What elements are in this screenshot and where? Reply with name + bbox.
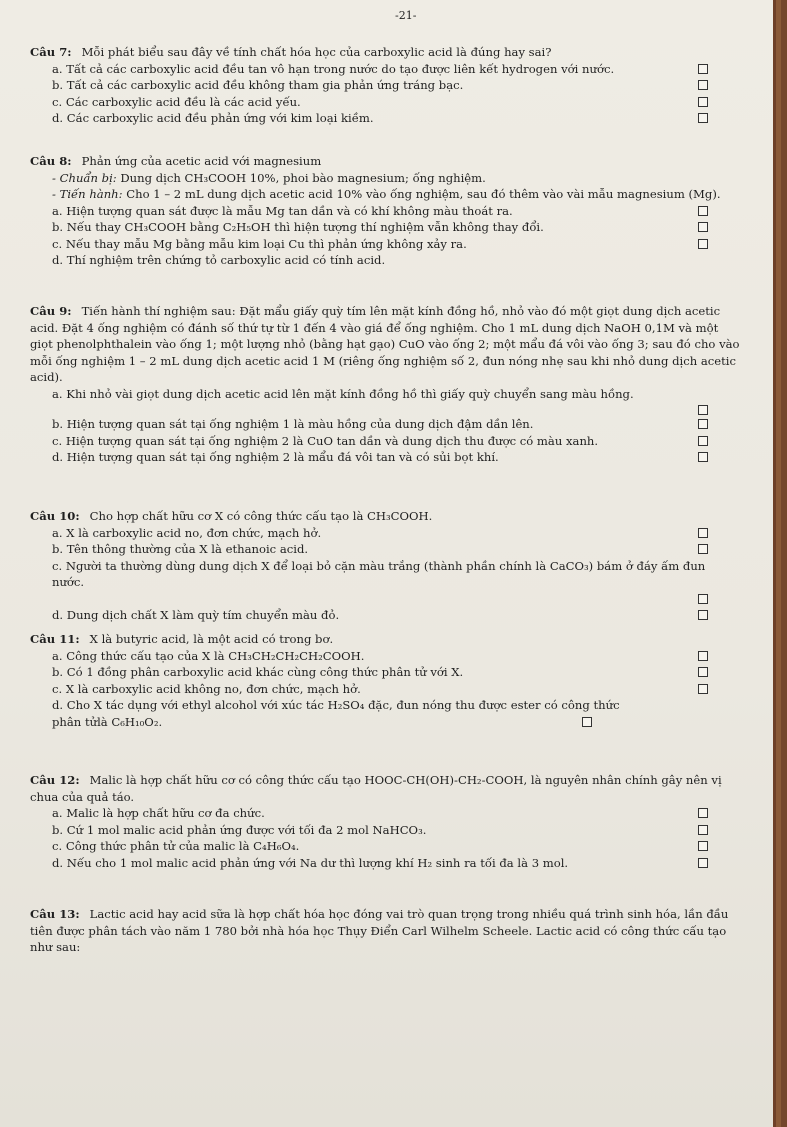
answer-checkbox[interactable]	[698, 858, 708, 868]
answer-checkbox[interactable]	[698, 808, 708, 818]
answer-checkbox[interactable]	[698, 64, 708, 74]
answer-checkbox[interactable]	[582, 717, 592, 727]
answer-checkbox[interactable]	[698, 684, 708, 694]
option: a. Tất cả các carboxylic acid đều tan vô hạn trong nước do tạo được liên kết hydrogen với nước.	[30, 61, 742, 78]
answer-checkbox[interactable]	[698, 436, 708, 446]
answer-checkbox[interactable]	[698, 651, 708, 661]
answer-checkbox[interactable]	[698, 610, 708, 620]
question-7: Câu 7: Mỗi phát biểu sau đây về tính chất hóa học của carboxylic acid là đúng hay sai? a. Tất cả các carboxylic acid đều tan vô hạn trong nước do tạo được liên kết hydrogen với nước. b. Tất cả các carboxylic acid đều không tham gia phản ứng tráng bạc. c. Các carboxylic acid đều là các acid yếu. d. Các carboxylic acid đều phản ứng với kim loại kiềm.	[30, 44, 742, 127]
answer-checkbox[interactable]	[698, 113, 708, 123]
answer-checkbox[interactable]	[698, 419, 708, 429]
answer-checkbox[interactable]	[698, 97, 708, 107]
option: c. Các carboxylic acid đều là các acid yếu.	[30, 94, 742, 111]
question-label: Câu 7:	[30, 45, 72, 59]
answer-checkbox[interactable]	[698, 405, 708, 415]
question-11: Câu 11: X là butyric acid, là một acid có trong bơ. a. Công thức cấu tạo của X là CH₃CH₂CH₂CH₂COOH. b. Có 1 đồng phân carboxylic acid khác cùng công thức phân tử với X. c. X là carboxylic acid không no, đơn chức, mạch hở. d. Cho X tác dụng với ethyl alcohol với xúc tác H₂SO₄ đặc, đun nóng thu được ester có công thức phân tửlà C₆H₁₀O₂.	[30, 631, 742, 730]
answer-checkbox[interactable]	[698, 452, 708, 462]
question-9: Câu 9: Tiến hành thí nghiệm sau: Đặt mẩu giấy quỳ tím lên mặt kính đồng hồ, nhỏ vào đó một giọt dung dịch acetic acid. Đặt 4 ống nghiệm có đánh số thứ tự từ 1 đến 4 vào giá để ống nghiệm. Cho 1 mL dung dịch NaOH 0,1M và một giọt phenolphthalein vào ống 1; một lượng nhỏ (bằng hạt gạo) CuO vào ống 2; một mẩu đá vôi vào ống 3; sau đó cho vào mỗi ống nghiệm 1 – 2 mL dung dịch acetic acid 1 M (riêng ống nghiệm số 2, đun nóng nhẹ sau khi nhỏ dung dịch acetic acid). a. Khi nhỏ vài giọt dung dịch acetic acid lên mặt kính đồng hồ thì giấy quỳ chuyển sang màu hồng. b. Hiện tượng quan sát tại ống nghiệm 1 là màu hồng của dung dịch đậm dần lên. c. Hiện tượng quan sát tại ống nghiệm 2 là CuO tan dần và dung dịch thu được có màu xanh. d. Hiện tượng quan sát tại ống nghiệm 2 là mẩu đá vôi tan và có sủi bọt khí.	[30, 304, 740, 464]
page-number: -21-	[395, 9, 417, 22]
answer-checkbox[interactable]	[698, 528, 708, 538]
answer-checkbox[interactable]	[698, 544, 708, 554]
answer-checkbox[interactable]	[698, 239, 708, 249]
answer-checkbox[interactable]	[698, 667, 708, 677]
answer-checkbox[interactable]	[698, 206, 708, 216]
answer-checkbox[interactable]	[698, 80, 708, 90]
answer-checkbox[interactable]	[698, 825, 708, 835]
question-10: Câu 10: Cho hợp chất hữu cơ X có công thức cấu tạo là CH₃COOH. a. X là carboxylic acid no, đơn chức, mạch hở. b. Tên thông thường của X là ethanoic acid. c. Người ta thường dùng dung dịch X để loại bỏ cặn màu trắng (thành phần chính là CaCO₃) bám ở đáy ấm đun nước. d. Dung dịch chất X làm quỳ tím chuyển màu đỏ.	[30, 508, 742, 624]
answer-checkbox[interactable]	[698, 222, 708, 232]
answer-checkbox[interactable]	[698, 841, 708, 851]
question-12: Câu 12: Malic là hợp chất hữu cơ có công thức cấu tạo HOOC-CH(OH)-CH₂-COOH, là nguyên nhân chính gây nên vị chua của quả táo. a. Malic là hợp chất hữu cơ đa chức. b. Cứ 1 mol malic acid phản ứng được với tối đa 2 mol NaHCO₃. c. Công thức phân tử của malic là C₄H₆O₄. d. Nếu cho 1 mol malic acid phản ứng với Na dư thì lượng khí H₂ sinh ra tối đa là 3 mol.	[30, 773, 722, 870]
question-13: Câu 13: Lactic acid hay acid sữa là hợp chất hóa học đóng vai trò quan trọng trong nhiều quá trình sinh hóa, lần đầu tiên được phân tách vào năm 1 780 bởi nhà hóa học Thụy Điển Carl Wilhelm Scheele. Lactic acid có công thức cấu tạo như sau:	[30, 907, 729, 954]
question-8: Câu 8: Phản ứng của acetic acid với magnesium - Chuẩn bị: Dung dịch CH₃COOH 10%, phoi bào magnesium; ống nghiệm. - Tiến hành: Cho 1 – 2 mL dung dịch acetic acid 10% vào ống nghiệm, sau đó thêm vào vài mẫu magnesium (Mg). a. Hiện tượng quan sát được là mẫu Mg tan dần và có khí không màu thoát ra. b. Nếu thay CH₃COOH bằng C₂H₅OH thì hiện tượng thí nghiệm vẫn không thay đổi. c. Nếu thay mẫu Mg bằng mẫu kim loại Cu thì phản ứng không xảy ra. d. Thí nghiệm trên chứng tỏ carboxylic acid có tính acid.	[30, 154, 721, 267]
option: b. Tất cả các carboxylic acid đều không tham gia phản ứng tráng bạc.	[30, 77, 742, 94]
answer-checkbox[interactable]	[698, 594, 708, 604]
option: d. Các carboxylic acid đều phản ứng với kim loại kiềm.	[30, 110, 742, 127]
